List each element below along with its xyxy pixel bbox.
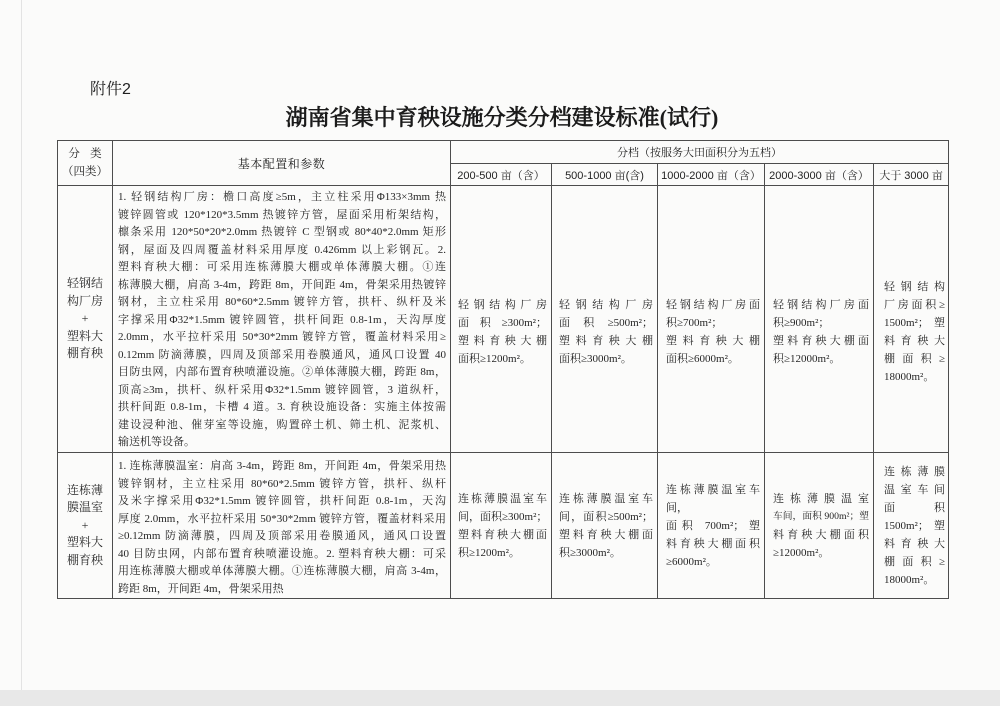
config-line: 跨距 8m，开间距 4m，骨架采用热: [118, 582, 284, 595]
tier-line: ≥6000m²。: [666, 555, 717, 568]
tier-cell-500-1000: [552, 453, 658, 599]
tier-cell-1000-2000: [658, 186, 765, 453]
tier-line: 轻钢结构: [884, 281, 946, 293]
tier-line: 料育秧大棚面积: [773, 528, 869, 541]
config-line: 檩条采用 120*50*20*2.0mm 热镀锌 C 型钢或 80*40*2.0mm 矩形: [118, 226, 446, 238]
tier-line: 塑料育秧大棚: [666, 335, 760, 347]
category-header-title: 分 类: [68, 148, 102, 160]
scan-bottom-band: [0, 690, 1000, 706]
category-line: 轻钢结: [66, 276, 103, 291]
config-line: 1. 轻钢结构厂房：檐口高度≥5m，主立柱采用Φ133×3mm 热: [118, 191, 446, 203]
tier-line: 塑料育秧大棚面: [458, 528, 547, 541]
category-line: 连栋薄: [66, 482, 103, 497]
category-header-subtitle: （四类）: [62, 166, 108, 178]
category-cell: [58, 186, 113, 453]
tier-line: 1500m²；塑: [884, 317, 946, 329]
category-line: 塑料大: [66, 535, 103, 550]
tier-line: 积≥12000m²。: [773, 353, 841, 365]
tier-line: 面积≥300m²；: [458, 317, 547, 329]
tier-line: 面积≥1200m²。: [458, 353, 531, 365]
config-header-cell: [113, 141, 451, 186]
config-line: 塑料育秧大棚：可采用连栋薄膜大棚或单体薄膜大棚。①连: [118, 261, 446, 273]
tier-group-header-title: 分档（按服务大田面积分为五档）: [617, 147, 783, 159]
tier-line: 积≥900m²；: [773, 317, 830, 329]
tier-line: 积≥1200m²。: [458, 546, 520, 559]
tier-line: 积≥700m²；: [666, 317, 723, 329]
tier-line: 温室车间: [884, 483, 946, 496]
config-line: 2.0mm，水平拉杆采用 50*30*2mm 镀锌方管，覆盖材料采用≥: [118, 331, 446, 343]
header-row-1: [58, 141, 949, 164]
tier-line: 面积≥6000m²。: [666, 353, 739, 365]
tier-line: 18000m²。: [884, 371, 935, 383]
tier-line: 间，: [666, 501, 688, 514]
tier-line: 间，面积≥500m²；: [559, 510, 653, 523]
category-line: 膜温室: [66, 500, 103, 515]
config-line: 输送机等设备。: [118, 436, 195, 448]
category-header-cell: [58, 141, 113, 186]
tier-line: 连栋薄膜: [884, 465, 946, 478]
tier-line: 塑料育秧大棚: [458, 335, 547, 347]
config-header-title: 基本配置和参数: [237, 156, 326, 171]
category-line: +: [81, 517, 89, 532]
tier-line: 料育秧大: [884, 537, 946, 550]
tier-line: 18000m²。: [884, 573, 935, 586]
table-row: [58, 186, 949, 453]
tier-line: 连栋薄膜温室: [773, 492, 869, 505]
config-line: 钢材，主立柱采用 80*60*2.5mm 镀锌方管，拱杆、纵杆及米: [118, 296, 446, 308]
tier-line: 1500m²；塑: [884, 519, 946, 532]
tier-cell-200-500: [451, 453, 552, 599]
tier-line: 连栋薄膜温室车: [458, 492, 547, 505]
config-line: 栋薄膜大棚，肩高 3-4m，跨距 8m，开间距 4m，骨架采用热镀锌: [118, 278, 446, 291]
tier-line: 间，面积≥300m²；: [458, 510, 548, 523]
tier-cell-500-1000: [552, 186, 658, 453]
category-line: 棚育秧: [66, 346, 103, 361]
tier-line: 轻钢结构厂房: [458, 299, 547, 311]
standards-table: [57, 140, 949, 599]
config-line: 字撑采用Φ32*1.5mm 镀锌圆管，拱杆间距 0.8-1m，天沟厚度: [118, 313, 446, 326]
tier-line: 轻钢结构厂房面: [773, 299, 869, 311]
tier-line: 车间，面积 900m²；塑: [773, 510, 869, 522]
tier-cell-over-3000: [874, 453, 949, 599]
table-row: [58, 453, 949, 599]
config-line: 用连栋薄膜大棚或单体薄膜大棚。①连栋薄膜大棚，肩高 3-4m，: [118, 565, 446, 577]
config-line: 顶高≥3m，拱杆、纵杆采用Φ32*1.5mm 镀锌圆管，3 道纵杆，: [118, 383, 446, 396]
tier-line: 料育秧大棚面积: [666, 537, 760, 550]
category-line: +: [81, 311, 89, 326]
tier-line: 棚面积≥: [884, 353, 946, 365]
tier-line: ≥12000m²。: [773, 546, 830, 559]
tier-line: 面积≥500m²；: [559, 317, 653, 329]
config-line: 40 目防虫网，内部布置育秧喷灌设施。2. 塑料育秧大棚：可采: [118, 547, 446, 560]
config-line: 拱杆间距 0.8-1m，卡槽 4 道。3. 育秧设施设备：实施主体按需: [118, 401, 446, 413]
document-title: 湖南省集中育秧设施分类分档建设标准(试行): [285, 105, 719, 130]
config-line: 钢，屋面及四周覆盖材料采用厚度 0.426mm 以上彩钢瓦。2.: [118, 243, 446, 256]
config-line: 目防虫网，内部布置育秧喷灌设施。②单体薄膜大棚，跨距 8m，: [118, 366, 446, 378]
config-line: 镀锌钢材，主立柱采用 80*60*2.5mm 镀锌方管，拱杆、纵杆: [118, 477, 446, 490]
config-cell: [113, 186, 451, 453]
category-cell: [58, 453, 113, 599]
tier-line: 积≥3000m²。: [559, 546, 621, 559]
tier-line: 面积 700m²；塑: [666, 519, 760, 532]
tier-cell-1000-2000: [658, 453, 765, 599]
tier-line: 厂房面积≥: [884, 299, 946, 311]
tier-cell-200-500: [451, 186, 552, 453]
tier-header-2000-3000: 2000-3000 亩（含）: [765, 164, 874, 186]
tier-header-200-500: 200-500 亩（含）: [451, 164, 552, 186]
tier-line: 面积: [884, 501, 946, 514]
tier-line: 连栋薄膜温室车: [559, 492, 653, 505]
tier-line: 面积≥3000m²。: [559, 353, 632, 365]
tier-line: 棚面积≥: [884, 555, 946, 568]
category-line: 构厂房: [66, 293, 103, 308]
tier-line: 塑料育秧大棚面: [773, 335, 869, 347]
config-line: 0.12mm 防滴薄膜，四周及顶部采用卷膜通风，通风口设置 40: [118, 348, 446, 361]
tier-line: 轻钢结构厂房: [559, 299, 653, 311]
category-line: 棚育秧: [66, 552, 103, 567]
tier-line: 料育秧大: [884, 335, 946, 347]
config-line: ≥0.12mm 防滴薄膜，四周及顶部采用卷膜通风，通风口设置: [118, 530, 446, 542]
tier-cell-2000-3000: [765, 186, 874, 453]
tier-header-1000-2000: 1000-2000 亩（含）: [658, 164, 765, 186]
config-line: 及米字撑采用Φ32*1.5mm 镀锌圆管，拱杆间距 0.8-1m，天沟: [118, 495, 446, 507]
attachment-label: 附件2: [90, 81, 131, 98]
config-line: 镀锌圆管或 120*120*3.5mm 热镀锌方管，屋面采用桁架结构，: [118, 208, 446, 221]
config-line: 建设浸种池、催芽室等设施，购置碎土机、筛土机、泥浆机、: [118, 418, 446, 431]
category-line: 塑料大: [66, 328, 103, 343]
tier-group-header-cell: [451, 141, 949, 164]
tier-cell-2000-3000: [765, 453, 874, 599]
config-line: 1. 连栋薄膜温室：肩高 3-4m，跨距 8m，开间距 4m，骨架采用热: [118, 460, 446, 472]
tier-line: 连栋薄膜温室车: [666, 483, 760, 496]
tier-cell-over-3000: [874, 186, 949, 453]
tier-line: 塑料育秧大棚面: [559, 528, 653, 541]
tier-line: 轻钢结构厂房面: [666, 299, 760, 311]
config-cell: [113, 453, 451, 599]
config-line: 厚度 2.0mm，水平拉杆采用 50*30*2mm 镀锌方管，覆盖材料采用: [118, 512, 446, 525]
tier-line: 塑料育秧大棚: [559, 335, 653, 347]
tier-header-500-1000: 500-1000 亩(含): [552, 164, 658, 186]
tier-header-over-3000: 大于 3000 亩: [874, 164, 949, 186]
